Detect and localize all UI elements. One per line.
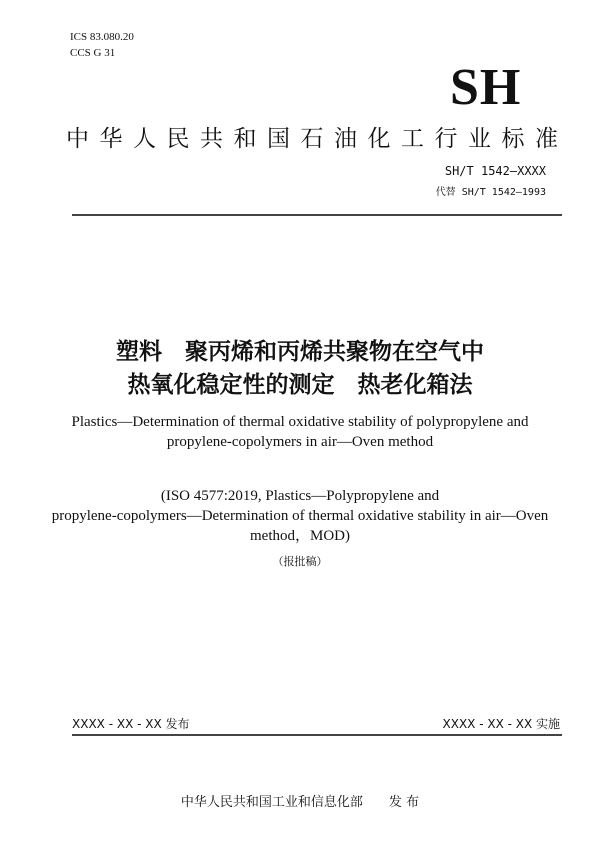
ccs-code: CCS G 31 — [70, 47, 116, 59]
replaces-standard: 代替 SH/T 1542—1993 — [435, 187, 546, 198]
standard-number: SH/T 1542—XXXX — [444, 164, 546, 178]
standard-category: 中华人民共和国石油化工行业标准 — [66, 126, 569, 152]
iso-line2: propylene-copolymers—Determination of thermal oxidative stability in air—Oven — [51, 508, 549, 524]
implement-date: XXXX - XX - XX 实施 — [442, 717, 560, 731]
ics-code: ICS 83.080.20 — [70, 31, 134, 43]
title-en-line2: propylene-copolymers in air—Oven method — [166, 434, 434, 450]
title-cn-line2: 热氧化稳定性的测定 热老化箱法 — [127, 372, 473, 398]
iso-line3: method，MOD) — [250, 528, 350, 544]
title-en-line1: Plastics—Determination of thermal oxidative stability of polypropylene and — [71, 414, 529, 430]
title-cn-line1: 塑料 聚丙烯和丙烯共聚物在空气中 — [116, 339, 484, 365]
header-divider — [72, 214, 562, 216]
publish-date: XXXX - XX - XX 发布 — [72, 717, 190, 731]
footer-divider — [72, 734, 562, 736]
draft-status: （报批稿） — [272, 555, 328, 568]
sh-logo: SH — [450, 59, 522, 116]
iso-line1: (ISO 4577:2019, Plastics—Polypropylene and — [160, 488, 440, 504]
issuer: 中华人民共和国工业和信息化部 发 布 — [180, 795, 420, 810]
